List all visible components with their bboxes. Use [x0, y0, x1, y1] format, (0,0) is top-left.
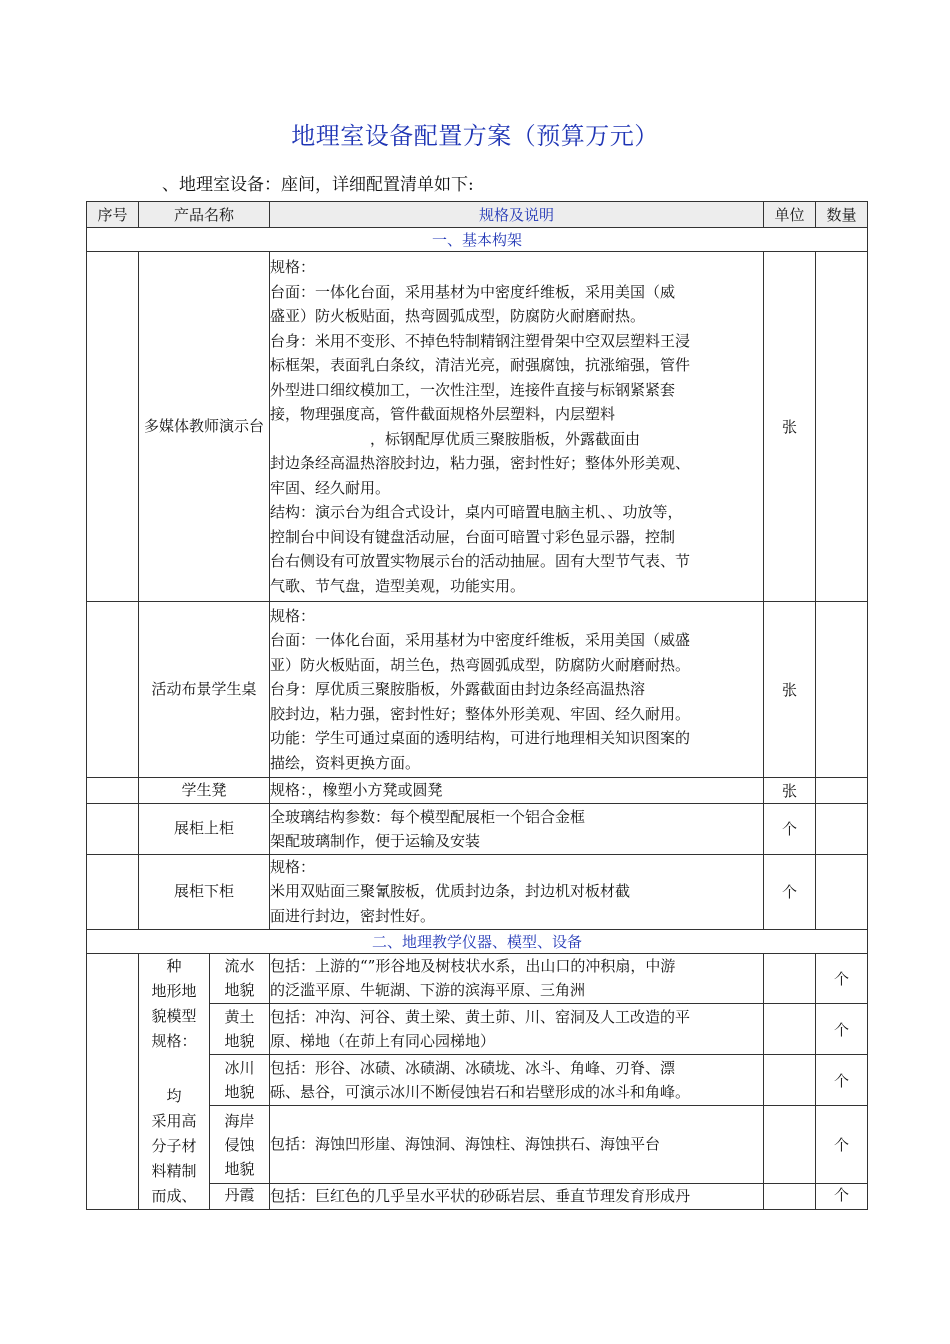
spec-line: 包括：巨红色的几乎呈水平状的砂砾岩层、垂直节理发育形成丹	[270, 1187, 691, 1206]
spec-cell	[270, 803, 764, 854]
section-title: 一、基本构架	[87, 228, 868, 252]
spec-line: 包括：冲沟、河谷、黄土梁、黄土茆、川、窑洞及人工改造的平	[270, 1007, 691, 1026]
group-line: 均	[166, 1086, 182, 1105]
spec-line: 台面：一体化台面，采用基材为中密度纤维板，采用美国（威盛	[270, 631, 691, 650]
spec-line: 的泛滥平原、牛轭湖、下游的滨海平原、三角洲	[270, 981, 586, 1000]
unit-cell	[764, 1004, 816, 1055]
spec-line: 胶封边，粘力强，密封性好；整体外形美观、牢固、经久耐用。	[270, 704, 691, 723]
spec-line: 封边条经高温热溶胶封边，粘力强，密封性好；整体外形美观、	[270, 454, 691, 472]
group-line: 料精制	[151, 1161, 197, 1180]
spec-line: 接，物理强度高，管件截面规格外层塑料，内层塑料	[270, 405, 616, 423]
spec-line: 面进行封边，密封性好。	[270, 906, 436, 925]
group-line: 而成、	[151, 1186, 197, 1205]
landform-name-line: 冰川	[224, 1059, 255, 1078]
qty-cell: 个	[816, 1055, 868, 1106]
spec-line: 功能：学生可通过桌面的透明结构，可进行地理相关知识图案的	[270, 729, 691, 748]
landform-name-line: 黄土	[224, 1008, 255, 1027]
section-row	[87, 929, 868, 953]
landform-name-line: 地貌	[224, 981, 255, 1000]
table-row	[87, 854, 868, 929]
row-index	[87, 252, 139, 602]
group-line: 种	[166, 956, 182, 975]
spec-line: 亚）防火板贴面，胡兰色，热弯圆弧成型，防腐防火耐磨耐热。	[270, 655, 691, 674]
spec-line: 控制台中间设有键盘活动屉，台面可暗置寸彩色显示器，控制	[270, 527, 676, 546]
spec-line: 台身：米用不变形、不掉色特制精钢注塑骨架中空双层塑料王浸	[270, 331, 691, 350]
product-name: 活动布景学生桌	[139, 602, 270, 778]
spec-line: 规格：，橡塑小方凳或圆凳	[270, 781, 443, 799]
qty-cell: 个	[816, 1004, 868, 1055]
document-title: 地理室设备配置方案（预算万元）	[291, 122, 659, 150]
row-index	[87, 953, 139, 1209]
product-name: 学生凳	[139, 778, 270, 804]
landform-name	[210, 1106, 270, 1184]
landform-name-line: 地貌	[224, 1083, 255, 1102]
header-qty: 数量	[816, 202, 868, 228]
spec-line: 架配玻璃制作，便于运输及安装	[270, 832, 481, 850]
spec-line: 规格：	[270, 857, 316, 876]
equipment-table	[86, 201, 868, 1210]
qty-cell	[816, 778, 868, 804]
unit-cell	[764, 1183, 816, 1209]
product-name: 展柜下柜	[139, 854, 270, 929]
spec-line: 包括：海蚀凹形崖、海蚀洞、海蚀柱、海蚀拱石、海蚀平台	[270, 1135, 661, 1154]
spec-line: 包括：形谷、冰碛、冰碛湖、冰碛垅、冰斗、角峰、刃脊、漂	[270, 1058, 676, 1077]
product-name: 展柜上柜	[139, 803, 270, 854]
row-index	[87, 803, 139, 854]
group-line: 采用高	[151, 1111, 197, 1130]
table-row	[87, 803, 868, 854]
row-index	[87, 854, 139, 929]
spec-cell	[270, 953, 764, 1004]
spec-line: ，标钢配厚优质三聚胺脂板，外露截面由	[370, 429, 641, 448]
landform-name-line: 地貌	[224, 1032, 255, 1051]
spec-cell	[270, 1004, 764, 1055]
spec-line: 台面：一体化台面，采用基材为中密度纤维板，采用美国（威	[270, 282, 676, 301]
unit-cell: 张	[764, 778, 816, 804]
product-name: 多媒体教师演示台	[139, 252, 270, 602]
unit-cell	[764, 1055, 816, 1106]
spec-line: 外型进口细纹模加工，一次性注型，连接件直接与标钢紧紧套	[270, 380, 676, 399]
group-line: 貌模型	[151, 1006, 197, 1025]
landform-name	[210, 1004, 270, 1055]
group-line: 分子材	[151, 1136, 197, 1155]
spec-line: 盛亚）防火板贴面，热弯圆弧成型，防腐防火耐磨耐热。	[270, 307, 646, 325]
spec-line: 全玻璃结构参数：每个模型配展柜一个铝合金框	[270, 807, 586, 826]
spec-line: 气歌、节气盘，造型美观，功能实用。	[270, 576, 526, 595]
qty-cell	[816, 803, 868, 854]
landform-name-line: 地貌	[224, 1159, 255, 1178]
table-row	[87, 778, 868, 804]
qty-cell: 个	[816, 1106, 868, 1184]
qty-cell	[816, 252, 868, 602]
table-row	[87, 953, 868, 1004]
landform-name-line: 丹霞	[224, 1185, 255, 1204]
spec-cell	[270, 778, 764, 804]
landform-name	[210, 1183, 270, 1209]
spec-line: 台身：厚优质三聚胺脂板，外露截面由封边条经高温热溶	[270, 680, 646, 699]
table-row	[87, 252, 868, 602]
unit-cell: 张	[764, 602, 816, 778]
spec-line: 规格：	[270, 258, 316, 276]
header-unit: 单位	[764, 202, 816, 228]
spec-line: 原、梯地（在茆上有同心园梯地）	[270, 1032, 496, 1051]
spec-line: 砾、悬谷，可演示冰川不断侵蚀岩石和岩壁形成的冰斗和角峰。	[270, 1083, 691, 1102]
table-row	[87, 602, 868, 778]
landform-name	[210, 1055, 270, 1106]
landform-model-group	[139, 953, 210, 1209]
qty-cell	[816, 854, 868, 929]
qty-cell: 个	[816, 1183, 868, 1209]
landform-name	[210, 953, 270, 1004]
unit-cell: 个	[764, 803, 816, 854]
section-row	[87, 228, 868, 252]
row-index	[87, 778, 139, 804]
header-index: 序号	[87, 202, 139, 228]
spec-line: 牢固、经久耐用。	[270, 478, 391, 497]
spec-line: 包括：上游的“”形谷地及树枝状水系，出山口的冲积扇，中游	[270, 956, 676, 975]
spec-line: 标框架，表面乳白条纹，清洁光亮，耐强腐蚀，抗涨缩强，管件	[270, 356, 691, 374]
header-spec: 规格及说明	[270, 202, 764, 228]
unit-cell: 张	[764, 252, 816, 602]
spec-cell	[270, 854, 764, 929]
unit-cell	[764, 953, 816, 1004]
landform-name-line: 侵蚀	[224, 1135, 255, 1154]
group-line: 规格：	[151, 1031, 197, 1050]
qty-cell: 个	[816, 953, 868, 1004]
table-header-row	[87, 202, 868, 228]
spec-line: 描绘，资料更换方面。	[270, 753, 421, 772]
document-subtitle: 、地理室设备：座间，详细配置清单如下:	[162, 175, 474, 195]
spec-line: 台右侧设有可放置实物展示台的活动抽屉。固有大型节气表、节	[270, 552, 691, 570]
spec-cell	[270, 1106, 764, 1184]
spec-cell	[270, 602, 764, 778]
spec-cell	[270, 1183, 764, 1209]
spec-line: 米用双贴面三聚氰胺板，优质封边条，封边机对板材截	[270, 882, 631, 901]
header-name: 产品名称	[139, 202, 270, 228]
spec-cell	[270, 1055, 764, 1106]
unit-cell	[764, 1106, 816, 1184]
section-title: 二、地理教学仪器、模型、设备	[87, 929, 868, 953]
unit-cell: 个	[764, 854, 816, 929]
spec-line: 规格：	[270, 606, 316, 625]
group-line: 地形地	[151, 981, 197, 1000]
spec-line: 结构：演示台为组合式设计，桌内可暗置电脑主机、、功放等，	[270, 503, 683, 521]
spec-cell	[270, 252, 764, 602]
landform-name-line: 流水	[224, 957, 255, 976]
landform-name-line: 海岸	[224, 1111, 255, 1130]
qty-cell	[816, 602, 868, 778]
row-index	[87, 602, 139, 778]
